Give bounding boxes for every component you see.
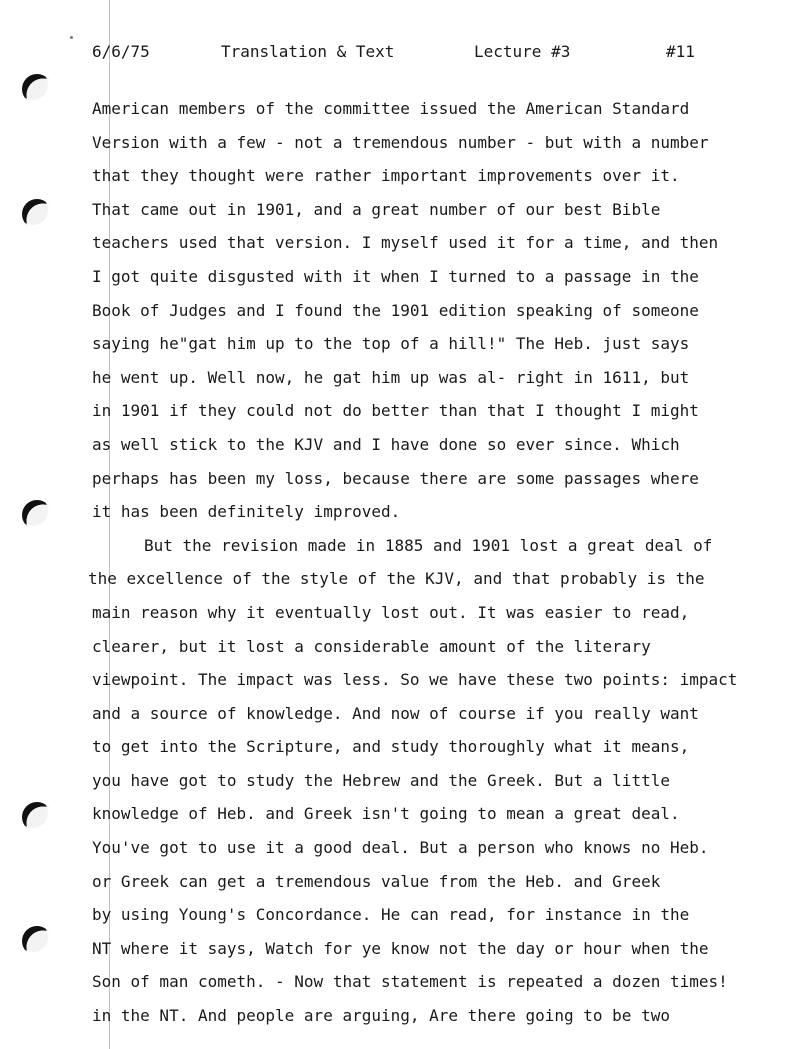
punch-hole <box>22 926 52 956</box>
text-line: Book of Judges and I found the 1901 edition speaking of someone <box>92 300 699 320</box>
text-line: Son of man cometh. - Now that statement is repeated a dozen times! <box>92 972 728 992</box>
text-line: That came out in 1901, and a great number of our best Bible <box>92 199 661 219</box>
lecture-body <box>88 92 782 1033</box>
text-line: that they thought were rather important improvements over it. <box>92 166 680 186</box>
text-line: viewpoint. The impact was less. So we have these two points: impact <box>92 670 738 690</box>
text-line: Version with a few - not a tremendous number - but with a number <box>92 132 709 152</box>
text-line: You've got to use it a good deal. But a person who knows no Heb. <box>92 838 709 858</box>
text-line: saying he"gat him up to the top of a hill!" The Heb. just says <box>92 334 690 354</box>
text-line: clearer, but it lost a considerable amount of the literary <box>92 636 651 656</box>
page-header <box>0 42 797 66</box>
header-date: 6/6/75 <box>92 42 150 61</box>
header-page-number: #11 <box>666 42 695 61</box>
text-line: teachers used that version. I myself used it for a time, and then <box>92 233 719 253</box>
text-line: in 1901 if they could not do better than that I thought I might <box>92 401 699 421</box>
text-line: or Greek can get a tremendous value from the Heb. and Greek <box>92 871 661 891</box>
text-line: as well stick to the KJV and I have done so ever since. Which <box>92 434 680 454</box>
text-line: the excellence of the style of the KJV, and that probably is the <box>88 569 705 589</box>
text-line: he went up. Well now, he gat him up was al- right in 1611, but <box>92 367 690 387</box>
text-line: it has been definitely improved. <box>92 502 401 522</box>
punch-hole <box>22 802 52 832</box>
text-line: But the revision made in 1885 and 1901 lost a great deal of <box>144 535 713 555</box>
text-line: you have got to study the Hebrew and the Greek. But a little <box>92 770 670 790</box>
text-line: main reason why it eventually lost out. It was easier to read, <box>92 602 690 622</box>
text-line: and a source of knowledge. And now of course if you really want <box>92 703 699 723</box>
punch-hole <box>22 500 52 530</box>
punch-hole <box>22 199 52 229</box>
text-line: perhaps has been my loss, because there are some passages where <box>92 468 699 488</box>
text-line: to get into the Scripture, and study thoroughly what it means, <box>92 737 690 757</box>
punch-hole <box>22 74 52 104</box>
text-line: by using Young's Concordance. He can read, for instance in the <box>92 905 690 925</box>
text-line: in the NT. And people are arguing, Are there going to be two <box>92 1006 670 1026</box>
header-course: Translation & Text <box>221 42 395 61</box>
text-line: NT where it says, Watch for ye know not the day or hour when the <box>92 938 709 958</box>
speck <box>70 36 73 39</box>
text-line: knowledge of Heb. and Greek isn't going to mean a great deal. <box>92 804 680 824</box>
text-line: American members of the committee issued the American Standard <box>92 99 690 118</box>
text-line: I got quite disgusted with it when I turned to a passage in the <box>92 266 699 286</box>
header-lecture: Lecture #3 <box>474 42 571 61</box>
